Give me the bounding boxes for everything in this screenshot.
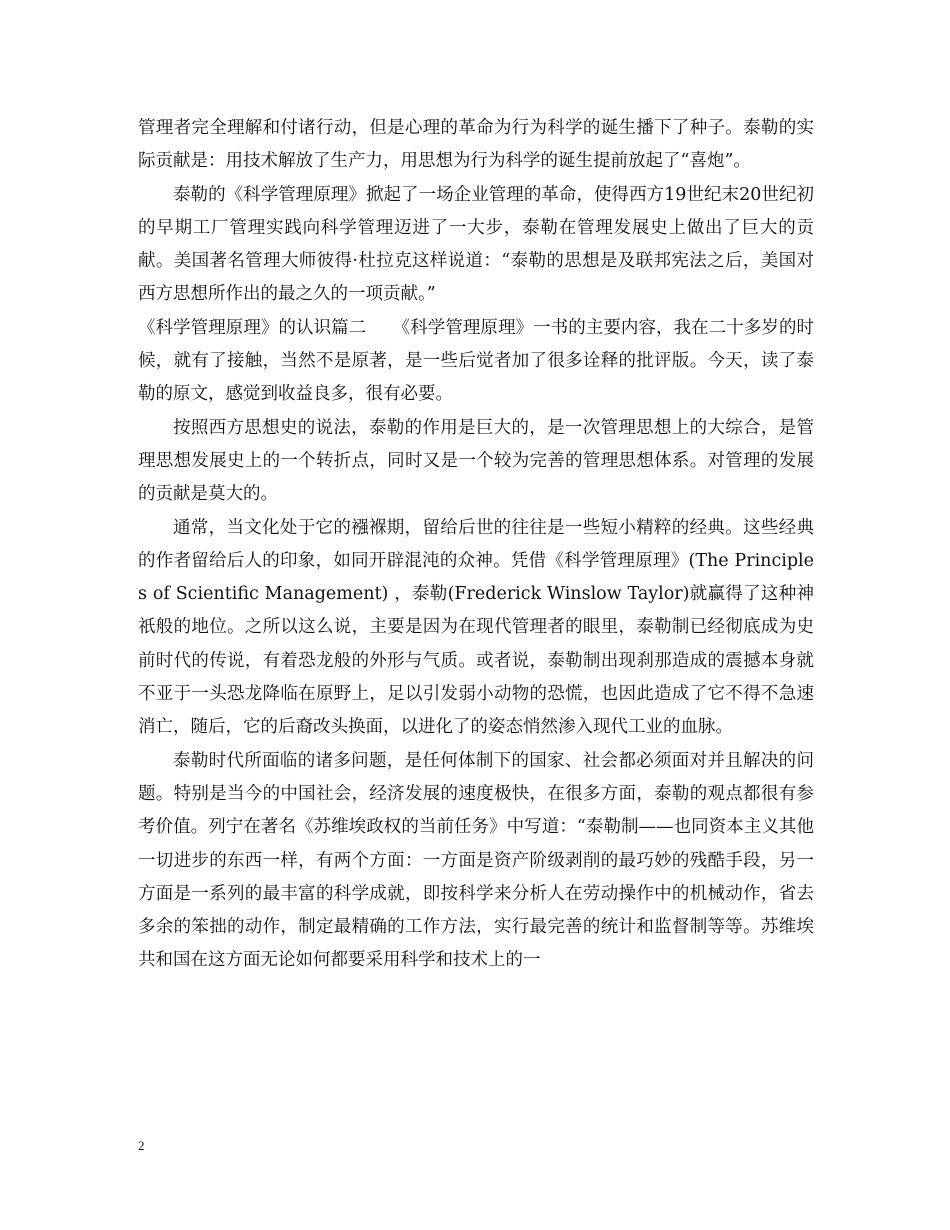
page-number: 2 [138,1138,145,1153]
document-body [138,112,814,978]
paragraph-2: 泰勒的《科学管理原理》掀起了一场企业管理的革命，使得西方19世纪末20世纪初的早期工厂管理实践向科学管理迈进了一大步，泰勒在管理发展史上做出了巨大的贡献。美国著名管理大师彼得·杜拉克这样说道：“泰勒的思想是及联邦宪法之后，美国对西方思想所作出的最之久的一项贡献。” [138,184,814,305]
paragraph-3: 《科学管理原理》的认识篇二 《科学管理原理》一书的主要内容，我在二十多岁的时候，就有了接触，当然不是原著，是一些后觉者加了很多诠释的批评版。今天，读了泰勒的原文，感觉到收益良多，很有必要。 [138,317,814,405]
paragraph-6: 泰勒时代所面临的诸多问题，是任何体制下的国家、社会都必须面对并且解决的问题。特别是当今的中国社会，经济发展的速度极快，在很多方面，泰勒的观点都很有参考价值。列宁在著名《苏维埃政权的当前任务》中写道：“泰勒制——也同资本主义其他一切进步的东西一样，有两个方面：一方面是资产阶级剥削的最巧妙的残酷手段，另一方面是一系列的最丰富的科学成就，即按科学来分析人在劳动操作中的机械动作，省去多余的笨拙的动作，制定最精确的工作方法，实行最完善的统计和监督制等等。苏维埃共和国在这方面无论如何都要采用科学和技术上的一 [138,750,814,971]
paragraph-4: 按照西方思想史的说法，泰勒的作用是巨大的，是一次管理思想上的大综合，是管理思想发展史上的一个转折点，同时又是一个较为完善的管理思想体系。对管理的发展的贡献是莫大的。 [138,417,814,505]
paragraph-1: 管理者完全理解和付诸行动，但是心理的革命为行为科学的诞生播下了种子。泰勒的实际贡献是：用技术解放了生产力，用思想为行为科学的诞生提前放起了“喜炮”。 [138,118,814,172]
paragraph-5: 通常，当文化处于它的襁褓期，留给后世的往往是一些短小精粹的经典。这些经典的作者留给后人的印象，如同开辟混沌的众神。凭借《科学管理原理》(The Principles of Scientific Management) ，泰勒(Frederick Winslow Taylor)就赢得了这种神祇般的地位。之所以这么说，主要是因为在现代管理者的眼里，泰勒制已经彻底成为史前时代的传说，有着恐龙般的外形与气质。或者说，泰勒制出现刹那造成的震撼本身就不亚于一头恐龙降临在原野上，足以引发弱小动物的恐慌，也因此造成了它不得不急速消亡，随后，它的后裔改头换面，以进化了的姿态悄然渗入现代工业的血脉。 [138,517,814,738]
